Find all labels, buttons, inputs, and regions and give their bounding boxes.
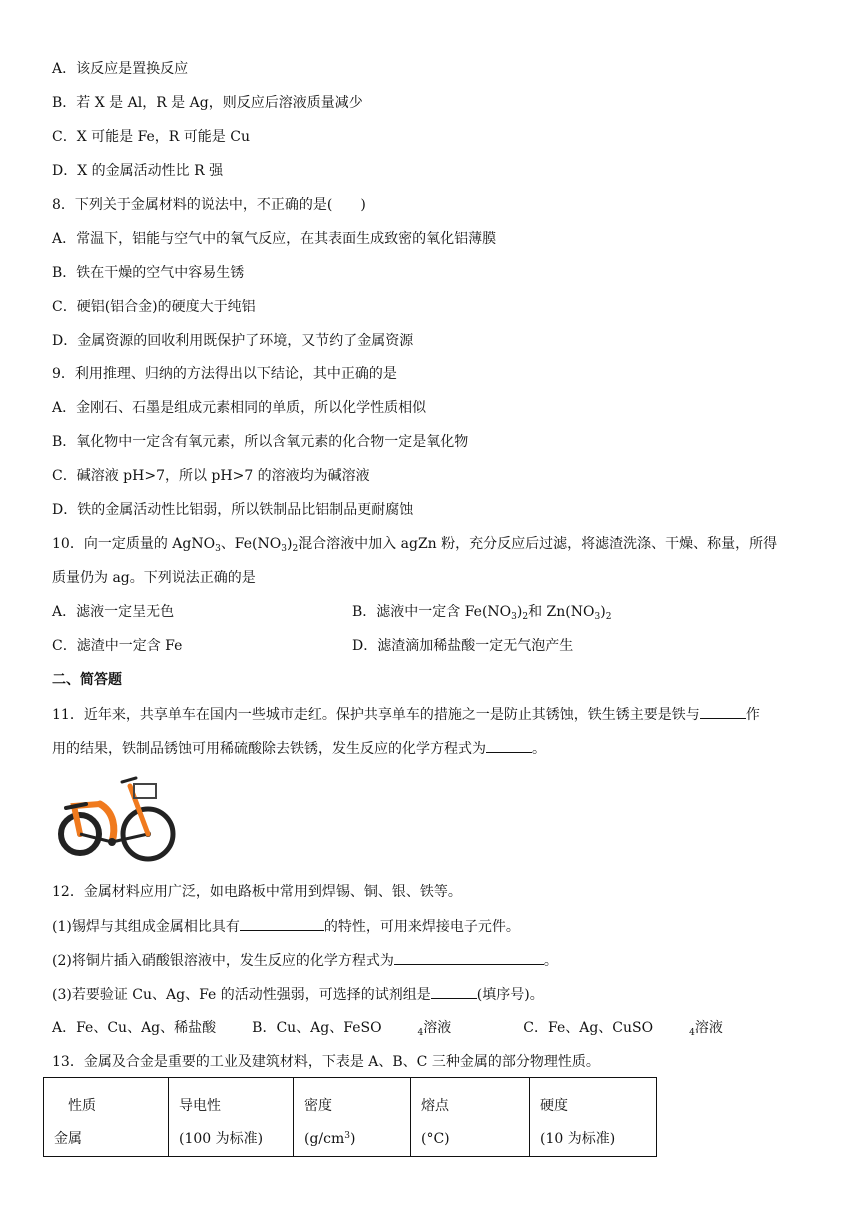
q12-option-c: C．Fe、Ag、CuSO $_4$溶液 [523,1020,723,1038]
table-cell-property: 性质 金属 [44,1078,169,1157]
properties-table [43,1077,657,1157]
q11-blank-2[interactable] [486,738,532,753]
q12-option-a: A．Fe、Cu、Ag、稀盐酸 [52,1020,217,1036]
q7-option-c: C．X 可能是 Fe，R 可能是 Cu [52,129,250,145]
table-cell-melting-point: 熔点 (°C) [411,1078,530,1157]
q12-options [52,1018,795,1038]
q10-stem-line1: 10．向一定质量的 AgNO$_3$、$Fe(NO_3)_2$混合溶液中加入 agZn 粉，充分反应后过滤，将滤渣洗涤、干燥、称量，所得 [52,536,778,554]
q12-stem: 12．金属材料应用广泛，如电路板中常用到焊锡、铜、银、铁等。 [52,884,462,900]
table-cell-hardness: 硬度 (10 为标准) [530,1078,657,1157]
q10-option-a: A．滤液一定呈无色 [52,604,175,620]
q12-blank-2[interactable] [394,950,544,965]
q7-option-b: B．若 X 是 Al，R 是 Ag，则反应后溶液质量减少 [52,95,363,111]
q9-option-d: D．铁的金属活动性比铝弱，所以铁制品比铝制品更耐腐蚀 [52,502,414,518]
q12-part2: (2)将铜片插入硝酸银溶液中，发生反应的化学方程式为 。 [52,950,558,971]
q8-option-d: D．金属资源的回收利用既保护了环境，又节约了金属资源 [52,333,414,349]
q8-option-c: C．硬铝(铝合金)的硬度大于纯铝 [52,299,256,315]
q7-option-d: D．X 的金属活动性比 R 强 [52,163,224,179]
q7-option-a: A．该反应是置换反应 [52,61,189,77]
q10-option-b: B．滤液中一定含 $Fe(NO_3)_2$和 $Zn(NO_3)_2$ [352,604,612,622]
q12-part1: (1)锡焊与其组成金属相比具有 的特性，可用来焊接电子元件。 [52,916,520,937]
q11-line2: 用的结果，铁制品锈蚀可用稀硫酸除去铁锈，发生反应的化学方程式为 。 [52,738,546,759]
q12-blank-3[interactable] [431,984,477,999]
q10-option-c: C．滤渣中一定含 Fe [52,638,183,654]
q12-blank-1[interactable] [240,916,324,931]
q9-stem: 9．利用推理、归纳的方法得出以下结论，其中正确的是 [52,366,397,382]
q9-option-a: A．金刚石、石墨是组成元素相同的单质，所以化学性质相似 [52,400,427,416]
q12-part3: (3)若要验证 Cu、Ag、Fe 的活动性强弱，可选择的试剂组是 (填序号)。 [52,984,544,1005]
q11-line1: 11．近年来，共享单车在国内一些城市走红。保护共享单车的措施之一是防止其锈蚀，铁生锈主要是铁与 作 [52,704,760,725]
q8-option-a: A．常温下，铝能与空气中的氧气反应，在其表面生成致密的氧化铝薄膜 [52,231,497,247]
q10-option-d: D．滤渣滴加稀盐酸一定无气泡产生 [352,638,574,654]
q11-blank-1[interactable] [700,704,746,719]
section-heading: 二、简答题 [52,672,122,688]
table-cell-conductivity: 导电性 (100 为标准) [169,1078,294,1157]
q9-option-b: B．氧化物中一定含有氧元素，所以含氧元素的化合物一定是氧化物 [52,434,469,450]
table-header-row [44,1078,657,1157]
bicycle-icon [56,768,176,866]
q13-stem: 13．金属及合金是重要的工业及建筑材料，下表是 A、B、C 三种金属的部分物理性质。 [52,1054,600,1070]
q10-stem-line2: 质量仍为 ag。下列说法正确的是 [52,570,256,586]
table-cell-density: 密度 $(g/cm^3)$ [294,1078,411,1157]
q8-stem: 8．下列关于金属材料的说法中，不正确的是( ) [52,197,366,213]
q12-option-b: B．Cu、Ag、FeSO $_4$溶液 [252,1020,452,1038]
q9-option-c: C．碱溶液 pH>7，所以 pH>7 的溶液均为碱溶液 [52,468,370,484]
q8-option-b: B．铁在干燥的空气中容易生锈 [52,265,245,281]
